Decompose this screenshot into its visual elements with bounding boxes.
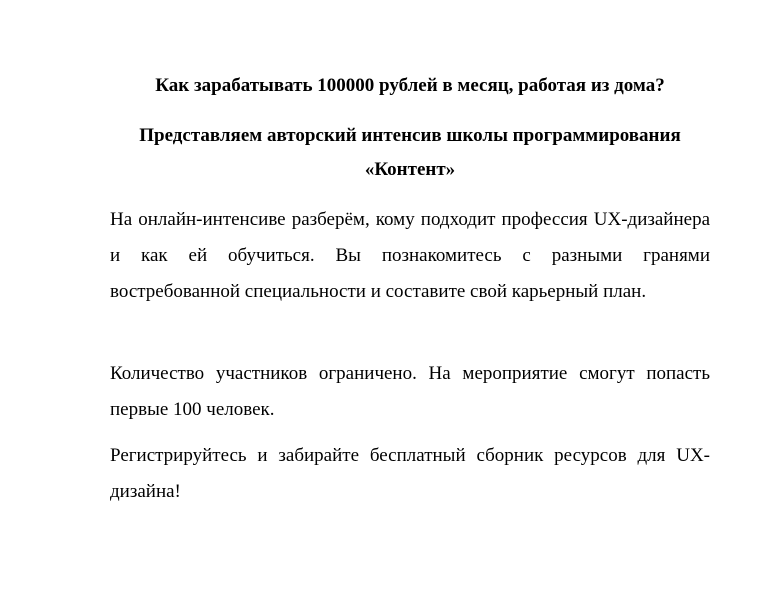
paragraph-intro: На онлайн-интенсиве разберём, кому подходит профессия UX-дизайнера и как ей обучиться. Вы познакомитесь с разными гранями востребованной специальности и составите свой карьерный план. [110,209,710,302]
document-heading: Как зарабатывать 100000 рублей в месяц, работая из дома? [155,75,665,96]
document-subheading-line1: Представляем авторский интенсив школы программирования [139,125,681,146]
paragraph-call-to-action: Регистрируйтесь и забирайте бесплатный сборник ресурсов для UX-дизайна! [110,445,710,502]
paragraph-limit: Количество участников ограничено. На мероприятие смогут попасть первые 100 человек. [110,363,710,420]
document-subheading-line2: «Контент» [364,159,456,180]
